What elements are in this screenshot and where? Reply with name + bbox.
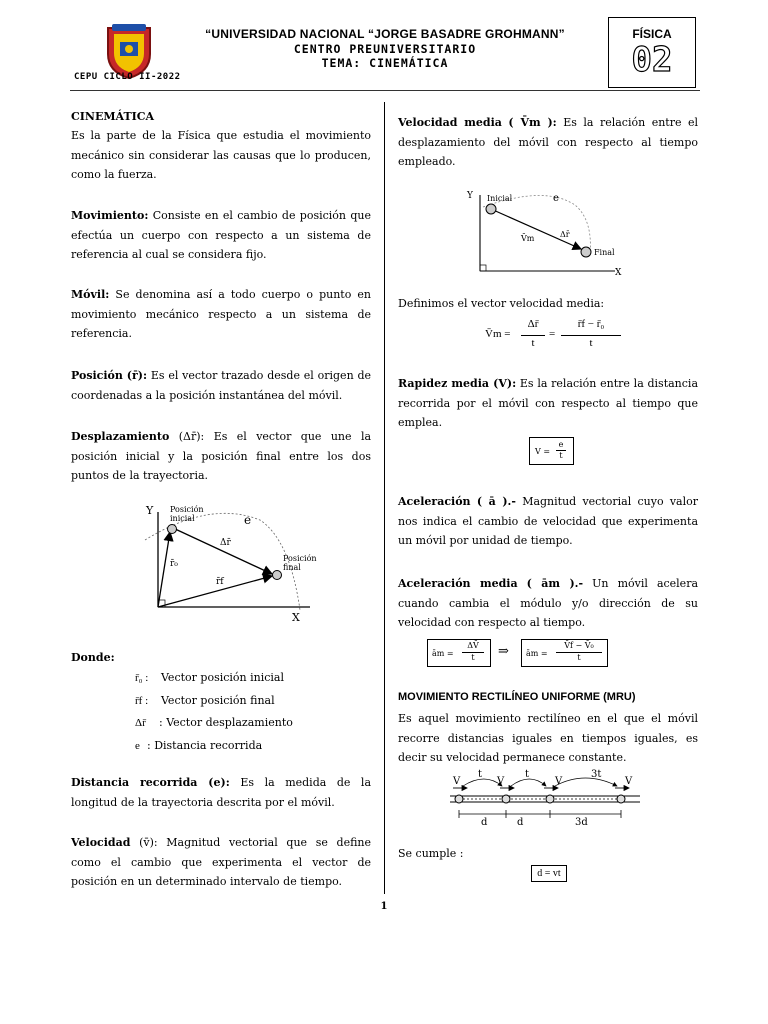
movimiento-paragraph	[71, 206, 371, 265]
posicion-label: Posición	[71, 369, 123, 382]
column-divider	[384, 102, 385, 894]
donde-label: Donde:	[71, 651, 115, 664]
distancia-text: Es la medida de la longitud de la trayectoria descrita por el móvil.	[71, 776, 372, 809]
rapidez-formula-box: V = e t	[529, 437, 574, 465]
aceleracion-text: Magnitud vectorial cuyo valor nos indica el cambio de velocidad que experimenta un móvil por unidad de tiempo.	[398, 495, 698, 548]
fig1-y-label: Y	[146, 504, 154, 517]
fig1-final-2: final	[283, 563, 301, 572]
mru-v4: V	[625, 776, 633, 787]
am-formula-box-1: ām = ΔV̄ t	[427, 639, 491, 667]
fig1-final-1: Posición	[283, 554, 317, 563]
fig2-dr-label: Δr̄	[560, 230, 570, 239]
mru-title: MOVIMIENTO RECTILÍNEO UNIFORME (MRU)	[398, 691, 636, 703]
defin-text: Definimos el vector velocidad media:	[398, 297, 605, 310]
mru-t3: 3t	[591, 769, 602, 780]
fig1-rf-label: r̄f	[216, 577, 224, 587]
aceleracion-paragraph	[398, 492, 698, 551]
topic-title: TEMA: CINEMÁTICA	[321, 56, 449, 70]
mru-t1: t	[478, 769, 483, 780]
movil-paragraph	[71, 285, 371, 344]
legend-item: Δr̄ : Vector desplazamiento	[135, 716, 293, 729]
implies-arrow: ⇒	[498, 644, 509, 659]
mru-d3: 3d	[575, 817, 588, 826]
rapidez-paragraph	[398, 374, 698, 433]
movimiento-text: Consiste en el cambio de posición que efectúa un cuerpo con respecto a un sistema de referencia al cual se considera fijo.	[71, 209, 371, 262]
mru-v1: V	[453, 776, 461, 787]
aceleracion-symbol: ( ā ).-	[476, 495, 516, 508]
fig2-e-label: e	[553, 193, 559, 204]
mru-d2: d	[517, 817, 524, 826]
rapidez-text: Es la relación entre la distancia recorrida por el móvil con respecto al tiempo que emplea.	[398, 377, 699, 430]
fig2-final-label: Final	[594, 248, 615, 257]
movil-text: Se denomina así a todo cuerpo o punto en movimiento mecánico respecto a un sistema de referencia.	[71, 288, 371, 341]
fig1-e-label: e	[244, 513, 252, 527]
aceleracion-label: Aceleración	[398, 495, 471, 508]
mru-diagram	[445, 768, 645, 826]
se-cumple-label: Se cumple :	[398, 847, 464, 860]
aceleracion-media-symbol: ( ām ).-	[526, 577, 584, 590]
subject-box	[608, 17, 696, 88]
posicion-symbol: (r̄):	[126, 369, 147, 382]
distancia-paragraph	[71, 773, 371, 812]
center-name: CENTRO PREUNIVERSITARIO	[293, 42, 477, 56]
vm-symbol: ( V̄m ):	[508, 116, 557, 129]
desplazamiento-paragraph	[71, 427, 371, 486]
page-number: 1	[380, 901, 388, 912]
am-formula-box-2: ām = V̄f − V̄₀ t	[521, 639, 608, 667]
aceleracion-media-label: Aceleración media	[398, 577, 518, 590]
aceleracion-media-text: Un móvil acelera cuando cambia el módulo y/o dirección de su velocidad con respecto al tiempo.	[398, 577, 699, 630]
desplazamiento-symbol: (Δr̄):	[178, 430, 205, 443]
mru-text: Es aquel movimiento rectilíneo en el que el móvil recorre distancias iguales en tiempos iguales, es decir su velocidad permanece constante.	[398, 712, 698, 765]
distancia-label: Distancia recorrida (e):	[71, 776, 230, 789]
vm-paragraph	[398, 113, 698, 172]
fig2-inicial-label: Inicial	[487, 194, 513, 203]
cinematica-title: CINEMÁTICA	[71, 110, 155, 123]
velocidad-symbol: (v̄):	[139, 836, 158, 849]
subject-number: 02	[631, 40, 673, 80]
desplazamiento-label: Desplazamiento	[71, 430, 170, 443]
mru-v3: V	[555, 776, 563, 787]
university-name: “UNIVERSIDAD NACIONAL “JORGE BASADRE GROHMANN”	[205, 27, 565, 41]
header-divider	[70, 90, 700, 91]
fig1-x-label: X	[292, 611, 300, 624]
cycle-label: CEPU CICLO II-2022	[74, 72, 181, 82]
movimiento-label: Movimiento:	[71, 209, 149, 222]
vm-label: Velocidad media	[398, 116, 502, 129]
mru-v2: V	[497, 776, 505, 787]
legend-list	[135, 667, 375, 757]
posicion-text: Es el vector trazado desde el origen de coordenadas a la posición instantánea del móvil.	[71, 369, 372, 402]
cinematica-text: Es la parte de la Física que estudia el movimiento mecánico sin considerar las causas que lo producen, como la fuerza.	[71, 129, 371, 182]
d-vt-formula-box: d = vt	[531, 865, 567, 882]
movil-label: Móvil:	[71, 288, 110, 301]
mru-d1: d	[481, 817, 488, 826]
mru-t2: t	[525, 769, 530, 780]
rapidez-label: Rapidez media (V):	[398, 377, 517, 390]
fig2-x-label: X	[615, 268, 622, 278]
velocidad-label: Velocidad	[71, 836, 131, 849]
vm-text: Es la relación entre el desplazamiento del móvil con respecto al tiempo empleado.	[398, 116, 699, 169]
velocidad-text: Magnitud vectorial que se define como el cambio que experimenta el vector de posición en un determinado intervalo de tiempo.	[71, 836, 372, 889]
legend-item: e : Distancia recorrida	[135, 738, 263, 752]
posicion-paragraph	[71, 366, 371, 405]
velocidad-paragraph	[71, 833, 371, 892]
subject-label: FÍSICA	[632, 27, 672, 41]
legend-item: r̄f : Vector posición final	[135, 693, 275, 707]
fig2-vm-label: V̄m	[521, 234, 535, 243]
fig2-y-label: Y	[467, 191, 473, 201]
fig1-inicial-2: inicial	[170, 514, 195, 523]
legend-item: r̄₀ : Vector posición inicial	[135, 671, 284, 684]
position-vector-diagram	[140, 500, 330, 626]
aceleracion-media-paragraph	[398, 574, 698, 633]
velocity-vector-diagram	[455, 185, 635, 280]
vm-formula: V̄m = Δr̄ t = r̄f − r̄₀ t	[485, 318, 645, 354]
fig1-r0-label: r̄₀	[170, 559, 178, 569]
fig1-dr-label: Δr̄	[220, 538, 231, 548]
desplazamiento-text: Es el vector que une la posición inicial y la posición final entre los dos puntos de la trayectoria.	[71, 430, 372, 483]
fig1-inicial-1: Posición	[170, 505, 204, 514]
